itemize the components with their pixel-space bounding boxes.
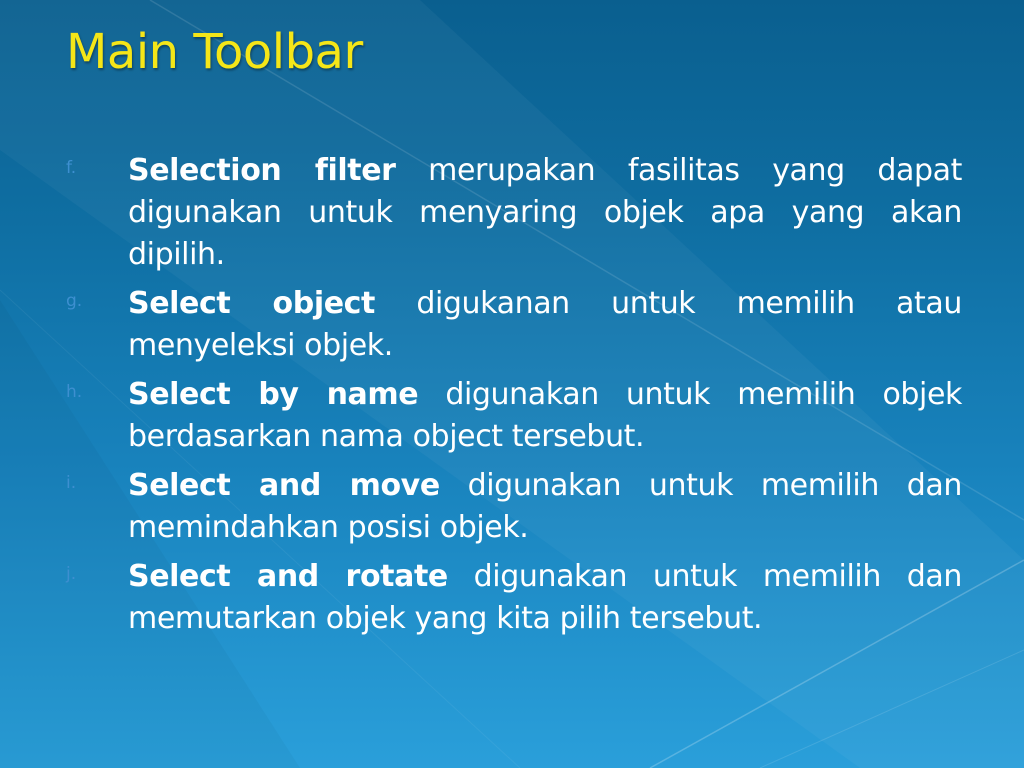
list-item-text: [128, 374, 962, 458]
list-item-selection-filter: [66, 150, 962, 276]
list-item-text: [128, 150, 962, 276]
toolbar-description-list: [66, 150, 962, 647]
list-item-description: digunakan untuk memilih dan memutarkan objek yang kita pilih tersebut.: [128, 559, 962, 636]
list-marker: i.: [66, 473, 77, 493]
list-item-description: digunakan untuk memilih dan memindahkan posisi objek.: [128, 468, 963, 545]
list-item-term: Select by name: [128, 377, 419, 412]
slide-title: Main Toolbar: [66, 24, 363, 80]
list-item-description: digunakan untuk memilih objek berdasarkan nama object tersebut.: [128, 377, 963, 454]
list-marker: j.: [66, 564, 77, 584]
list-item-term: Select and rotate: [128, 559, 448, 594]
list-marker: f.: [66, 158, 77, 178]
list-item-select-and-rotate: [66, 556, 962, 640]
list-item-select-by-name: [66, 374, 962, 458]
list-marker: g.: [66, 291, 83, 311]
list-item-select-object: [66, 283, 962, 367]
list-item-term: Select object: [128, 286, 375, 321]
list-item-select-and-move: [66, 465, 962, 549]
list-item-text: [128, 556, 962, 640]
list-item-description: merupakan fasilitas yang dapat digunakan untuk menyaring objek apa yang akan dipilih.: [128, 153, 962, 272]
list-item-term: Selection filter: [128, 153, 396, 188]
list-item-term: Select and move: [128, 468, 440, 503]
list-item-text: [128, 465, 962, 549]
list-item-text: [128, 283, 962, 367]
list-marker: h.: [66, 382, 83, 402]
list-item-description: digukanan untuk memilih atau menyeleksi objek.: [128, 286, 962, 363]
